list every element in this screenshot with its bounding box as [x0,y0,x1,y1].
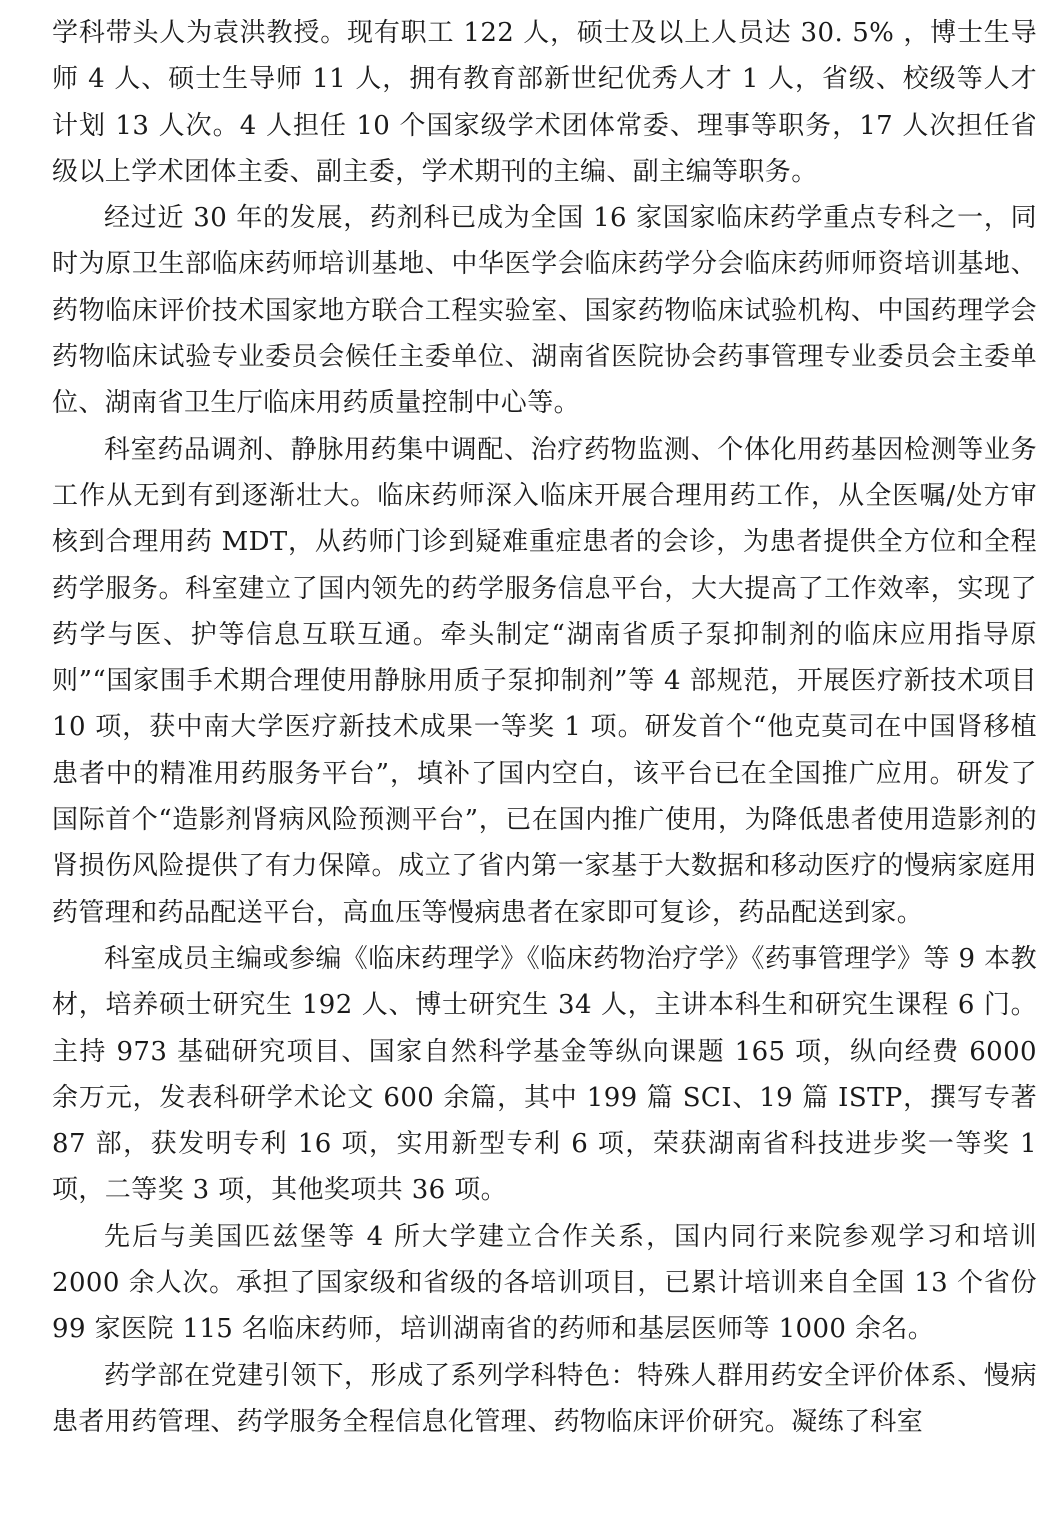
paragraph-development: 经过近 30 年的发展，药剂科已成为全国 16 家国家临床药学重点专科之一，同时为原卫生部临床药师培训基地、中华医学会临床药学分会临床药师师资培训基地、药物临床评价技术国家地方联合工程实验室、国家药物临床试验机构、中国药理学会药物临床试验专业委员会候任主委单位、湖南省医院协会药事管理专业委员会主委单位、湖南省卫生厅临床用药质量控制中心等。 [52,203,1037,419]
paragraph-cooperation: 先后与美国匹兹堡等 4 所大学建立合作关系，国内同行来院参观学习和培训 2000 余人次。承担了国家级和省级的各培训项目，已累计培训来自全国 13 个省份 99 家医院 115 名临床药师，培训湖南省的药师和基层医师等 1000 余名。 [52,1221,1037,1345]
paragraph-services: 科室药品调剂、静脉用药集中调配、治疗药物监测、个体化用药基因检测等业务工作从无到有到逐渐壮大。临床药师深入临床开展合理用药工作，从全医嘱/处方审核到合理用药 MDT，从药师门诊到疑难重症患者的会诊，为患者提供全方位和全程药学服务。科室建立了国内领先的药学服务信息平台，大大提高了工作效率，实现了药学与医、护等信息互联互通。牵头制定“湖南省质子泵抑制剂的临床应用指导原则”“国家围手术期合理使用静脉用质子泵抑制剂”等 4 部规范，开展医疗新技术项目 10 项，获中南大学医疗新技术成果一等奖 1 项。研发首个“他克莫司在中国肾移植患者中的精准用药服务平台”，填补了国内空白，该平台已在全国推广应用。研发了国际首个“造影剂肾病风险预测平台”，已在国内推广使用，为降低患者使用造影剂的肾损伤风险提供了有力保障。成立了省内第一家基于大数据和移动医疗的慢病家庭用药管理和药品配送平台，高血压等慢病患者在家即可复诊，药品配送到家。 [52,434,1037,928]
paragraph-research: 科室成员主编或参编《临床药理学》《临床药物治疗学》《药事管理学》等 9 本教材，培养硕士研究生 192 人、博士研究生 34 人，主讲本科生和研究生课程 6 门。主持 973 基础研究项目、国家自然科学基金等纵向课题 165 项，纵向经费 6000 余万元，发表科研学术论文 600 余篇，其中 199 篇 SCI、19 篇 ISTP，撰写专著 87 部，获发明专利 16 项，实用新型专利 6 项，荣获湖南省科技进步奖一等奖 1 项，二等奖 3 项，其他奖项共 36 项。 [52,943,1037,1206]
paragraph-staff: 学科带头人为袁洪教授。现有职工 122 人，硕士及以上人员达 30. 5% ，博士生导师 4 人、硕士生导师 11 人，拥有教育部新世纪优秀人才 1 人，省级、校级等人才计划 13 人次。4 人担任 10 个国家级学术团体常委、理事等职务，17 人次担任省级以上学术团体主委、副主委，学术期刊的主编、副主编等职务。 [52,18,1037,187]
body-text [52,10,1037,1445]
paragraph-features: 药学部在党建引领下，形成了系列学科特色：特殊人群用药安全评价体系、慢病患者用药管理、药学服务全程信息化管理、药物临床评价研究。凝练了科室 [52,1360,1037,1437]
